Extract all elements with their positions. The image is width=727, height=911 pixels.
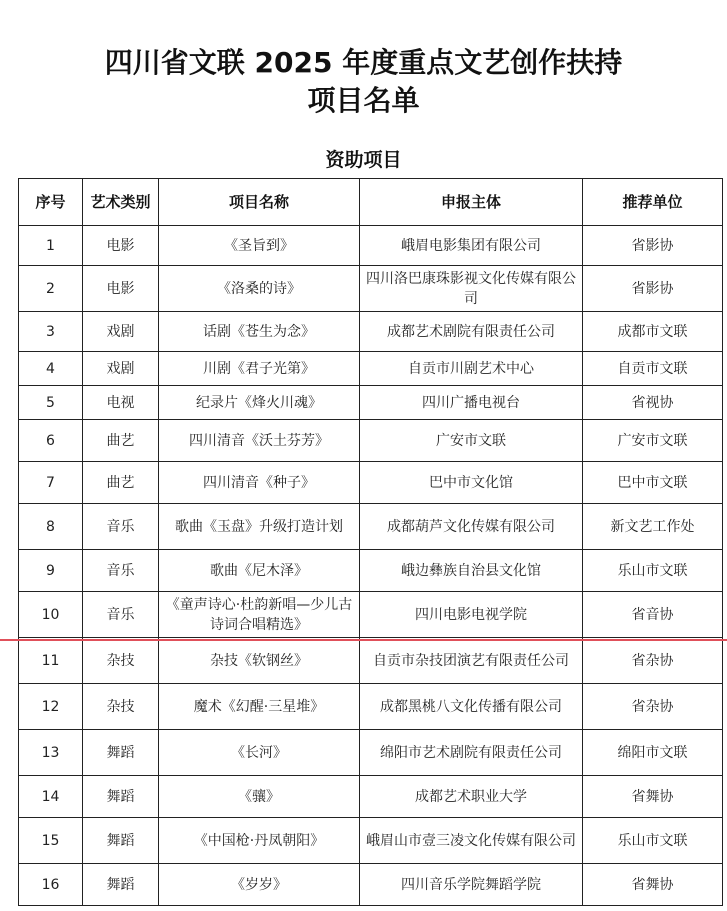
cell-no: 8 — [19, 504, 83, 550]
cell-recommender: 省杂协 — [583, 684, 723, 730]
cell-recommender: 省音协 — [583, 592, 723, 638]
section-subtitle: 资助项目 — [325, 149, 402, 171]
cell-recommender: 乐山市文联 — [583, 550, 723, 592]
table-row — [19, 592, 723, 638]
table-row — [19, 504, 723, 550]
cell-recommender: 自贡市文联 — [583, 352, 723, 386]
cell-no: 10 — [19, 592, 83, 638]
cell-category: 音乐 — [83, 504, 159, 550]
table-row — [19, 638, 723, 684]
cell-no: 11 — [19, 638, 83, 684]
cell-category: 舞蹈 — [83, 730, 159, 776]
table-row — [19, 266, 723, 312]
table-row — [19, 730, 723, 776]
cell-project: 《中国枪·丹凤朝阳》 — [159, 818, 360, 864]
cell-no: 12 — [19, 684, 83, 730]
cell-category: 舞蹈 — [83, 864, 159, 906]
cell-applicant: 峨眉电影集团有限公司 — [360, 226, 583, 266]
table-row — [19, 818, 723, 864]
cell-category: 曲艺 — [83, 462, 159, 504]
cell-category: 杂技 — [83, 638, 159, 684]
cell-applicant: 成都艺术剧院有限责任公司 — [360, 312, 583, 352]
cell-project: 《骧》 — [159, 776, 360, 818]
cell-applicant: 绵阳市艺术剧院有限责任公司 — [360, 730, 583, 776]
cell-project: 纪录片《烽火川魂》 — [159, 386, 360, 420]
cell-recommender: 省视协 — [583, 386, 723, 420]
cell-applicant: 四川音乐学院舞蹈学院 — [360, 864, 583, 906]
cell-category: 音乐 — [83, 550, 159, 592]
table-row — [19, 462, 723, 504]
header-no: 序号 — [19, 179, 83, 226]
cell-no: 4 — [19, 352, 83, 386]
cell-recommender: 绵阳市文联 — [583, 730, 723, 776]
cell-applicant: 成都艺术职业大学 — [360, 776, 583, 818]
cell-category: 戏剧 — [83, 352, 159, 386]
cell-no: 6 — [19, 420, 83, 462]
table-row — [19, 352, 723, 386]
header-project: 项目名称 — [159, 179, 360, 226]
cell-project: 《洛桑的诗》 — [159, 266, 360, 312]
cell-applicant: 成都葫芦文化传媒有限公司 — [360, 504, 583, 550]
cell-applicant: 峨边彝族自治县文化馆 — [360, 550, 583, 592]
table-row — [19, 776, 723, 818]
header-recommender: 推荐单位 — [583, 179, 723, 226]
cell-no: 15 — [19, 818, 83, 864]
cell-applicant: 巴中市文化馆 — [360, 462, 583, 504]
cell-project: 歌曲《玉盘》升级打造计划 — [159, 504, 360, 550]
cell-category: 音乐 — [83, 592, 159, 638]
cell-no: 5 — [19, 386, 83, 420]
cell-recommender: 广安市文联 — [583, 420, 723, 462]
cell-project: 杂技《软钢丝》 — [159, 638, 360, 684]
cell-category: 舞蹈 — [83, 776, 159, 818]
header-applicant: 申报主体 — [360, 179, 583, 226]
table-row — [19, 420, 723, 462]
cell-recommender: 巴中市文联 — [583, 462, 723, 504]
cell-recommender: 新文艺工作处 — [583, 504, 723, 550]
cell-project: 歌曲《尼木泽》 — [159, 550, 360, 592]
cell-recommender: 成都市文联 — [583, 312, 723, 352]
title-line-2: 项目名单 — [307, 84, 420, 117]
cell-recommender: 省舞协 — [583, 776, 723, 818]
table-row — [19, 550, 723, 592]
cell-applicant: 成都黑桃八文化传播有限公司 — [360, 684, 583, 730]
header-category: 艺术类别 — [83, 179, 159, 226]
cell-no: 7 — [19, 462, 83, 504]
cell-project: 《岁岁》 — [159, 864, 360, 906]
project-table — [18, 178, 723, 906]
cell-recommender: 省舞协 — [583, 864, 723, 906]
cell-category: 电视 — [83, 386, 159, 420]
cell-applicant: 自贡市川剧艺术中心 — [360, 352, 583, 386]
cell-applicant: 四川电影电视学院 — [360, 592, 583, 638]
table-row — [19, 864, 723, 906]
cell-recommender: 乐山市文联 — [583, 818, 723, 864]
table-row — [19, 684, 723, 730]
cell-no: 1 — [19, 226, 83, 266]
cell-no: 14 — [19, 776, 83, 818]
table-body — [19, 226, 723, 906]
cell-applicant: 峨眉山市壹三凌文化传媒有限公司 — [360, 818, 583, 864]
cell-category: 电影 — [83, 266, 159, 312]
cell-project: 四川清音《沃土芬芳》 — [159, 420, 360, 462]
cell-category: 舞蹈 — [83, 818, 159, 864]
cell-project: 四川清音《种子》 — [159, 462, 360, 504]
cell-project: 《圣旨到》 — [159, 226, 360, 266]
cell-recommender: 省杂协 — [583, 638, 723, 684]
cell-project: 话剧《苍生为念》 — [159, 312, 360, 352]
cell-no: 13 — [19, 730, 83, 776]
cell-category: 杂技 — [83, 684, 159, 730]
cell-applicant: 自贡市杂技团演艺有限责任公司 — [360, 638, 583, 684]
cell-recommender: 省影协 — [583, 266, 723, 312]
cell-applicant: 广安市文联 — [360, 420, 583, 462]
cell-category: 电影 — [83, 226, 159, 266]
cell-category: 曲艺 — [83, 420, 159, 462]
cell-no: 2 — [19, 266, 83, 312]
table-row — [19, 386, 723, 420]
cell-category: 戏剧 — [83, 312, 159, 352]
cell-no: 9 — [19, 550, 83, 592]
cell-applicant: 四川洛巴康珠影视文化传媒有限公司 — [360, 266, 583, 312]
cell-project: 魔术《幻醒·三星堆》 — [159, 684, 360, 730]
cell-applicant: 四川广播电视台 — [360, 386, 583, 420]
cell-project: 《长河》 — [159, 730, 360, 776]
title-line-1: 四川省文联 2025 年度重点文艺创作扶持 — [104, 46, 623, 79]
highlight-line — [0, 639, 727, 641]
table-row — [19, 312, 723, 352]
table-header-row — [19, 179, 723, 226]
cell-no: 3 — [19, 312, 83, 352]
cell-project: 《童声诗心·杜韵新唱—少儿古诗词合唱精选》 — [159, 592, 360, 638]
document-title — [0, 44, 727, 120]
cell-no: 16 — [19, 864, 83, 906]
table-row — [19, 226, 723, 266]
cell-project: 川剧《君子光第》 — [159, 352, 360, 386]
cell-recommender: 省影协 — [583, 226, 723, 266]
